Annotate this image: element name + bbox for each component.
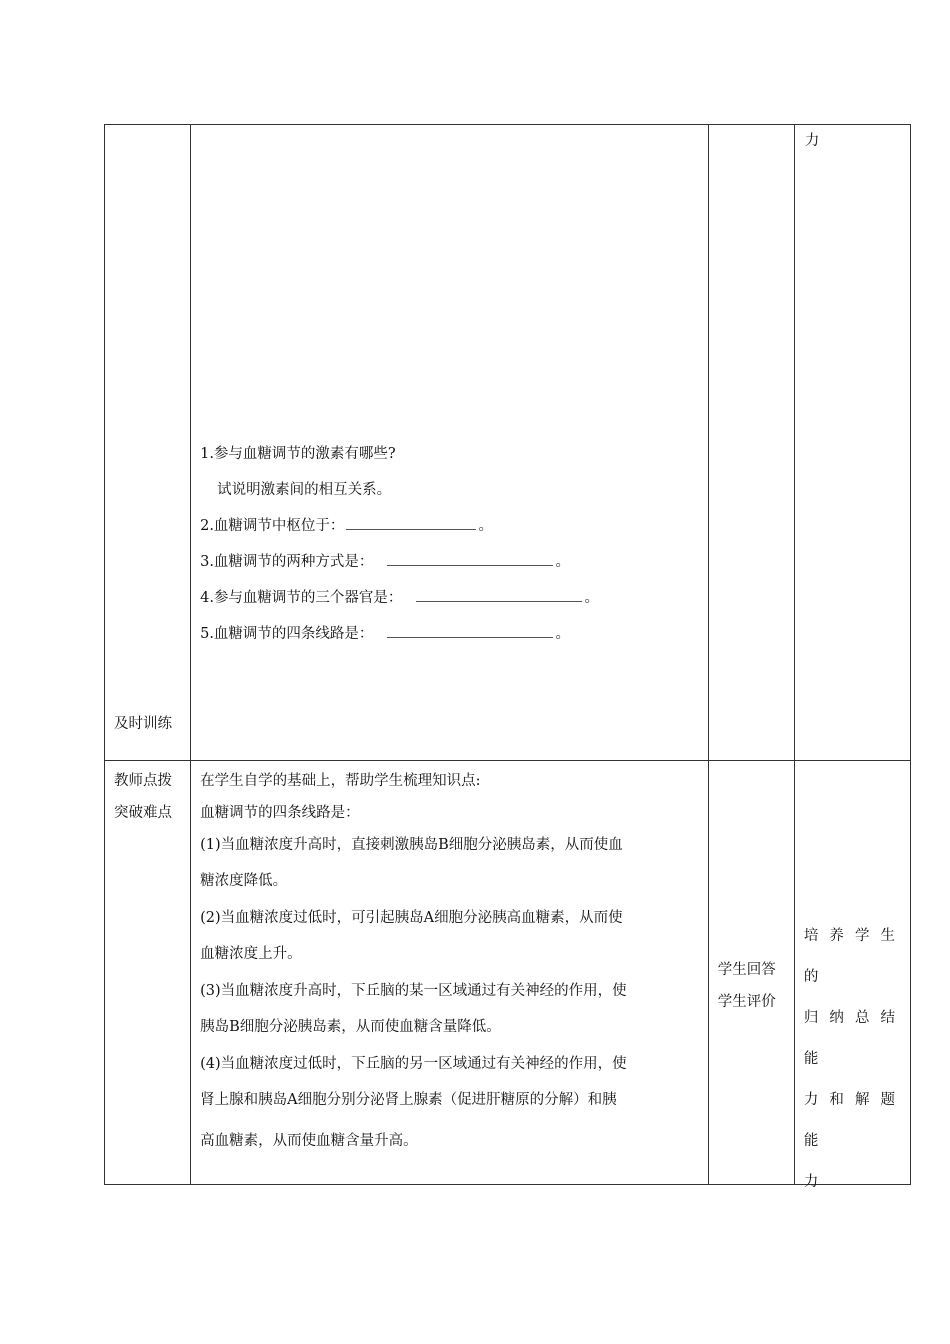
- question-list: [200, 443, 700, 659]
- question-item: 3.血糖调节的两种方式是： 。: [200, 551, 700, 587]
- answer-blank: [387, 623, 553, 638]
- row1-content-cell: [191, 125, 709, 761]
- objective-text: 力: [804, 133, 820, 149]
- teacher-content: 在学生自学的基础上，帮助学生梳理知识点: 血糖调节的四条线路是： (1)当血糖浓度升高时，直接刺激胰岛B细胞分泌胰岛素，从而使血 糖浓度降低。 (2)当血糖浓度过低时，可引起胰岛A细胞分泌胰高血糖素，从而使 血糖浓度上升。 (3)当血糖浓度升高时，下丘脑的某一区域通过有关神经的作用，使 胰岛B细胞分泌胰岛素，从而使血糖含量降低。 (4)当血糖浓度过低时，下丘脑的另一区域通过有关神经的作用，使 肾上腺和胰岛A细胞分别分泌肾上腺素（促进肝糖原的分解）和胰 高血糖素，从而使血糖含量升高。: [200, 773, 627, 1149]
- table-row: [105, 761, 911, 1185]
- question-item: 5.血糖调节的四条线路是： 。: [200, 623, 700, 659]
- row1-col4-cell: [794, 125, 910, 761]
- student-activity: 学生回答 学生评价: [717, 962, 776, 1010]
- lesson-plan-table: [104, 124, 911, 1190]
- question-item: 2.血糖调节中枢位于： 。: [200, 515, 700, 551]
- row1-col1-cell: [105, 125, 191, 761]
- design-intent: 培养学生的 归纳总结能 力和解题能 力: [803, 928, 900, 1190]
- answer-blank: [387, 551, 553, 566]
- row2-objective-cell: [794, 761, 910, 1190]
- answer-blank: [416, 587, 582, 602]
- question-item: 试说明激素间的相互关系。: [217, 482, 392, 498]
- row2-activity-cell: [708, 761, 794, 1185]
- stage-label-bottom: 及时训练: [114, 716, 172, 732]
- row2-stage-cell: [105, 716, 191, 1185]
- table-row: [105, 125, 911, 761]
- answer-blank: [346, 515, 476, 530]
- question-item: 4.参与血糖调节的三个器官是： 。: [200, 587, 700, 623]
- stage-label: 教师点拨 突破难点: [114, 773, 172, 821]
- row1-col3-cell: [708, 125, 794, 761]
- row2-content-cell: [191, 761, 709, 1185]
- question-item: 1.参与血糖调节的激素有哪些?: [200, 446, 396, 462]
